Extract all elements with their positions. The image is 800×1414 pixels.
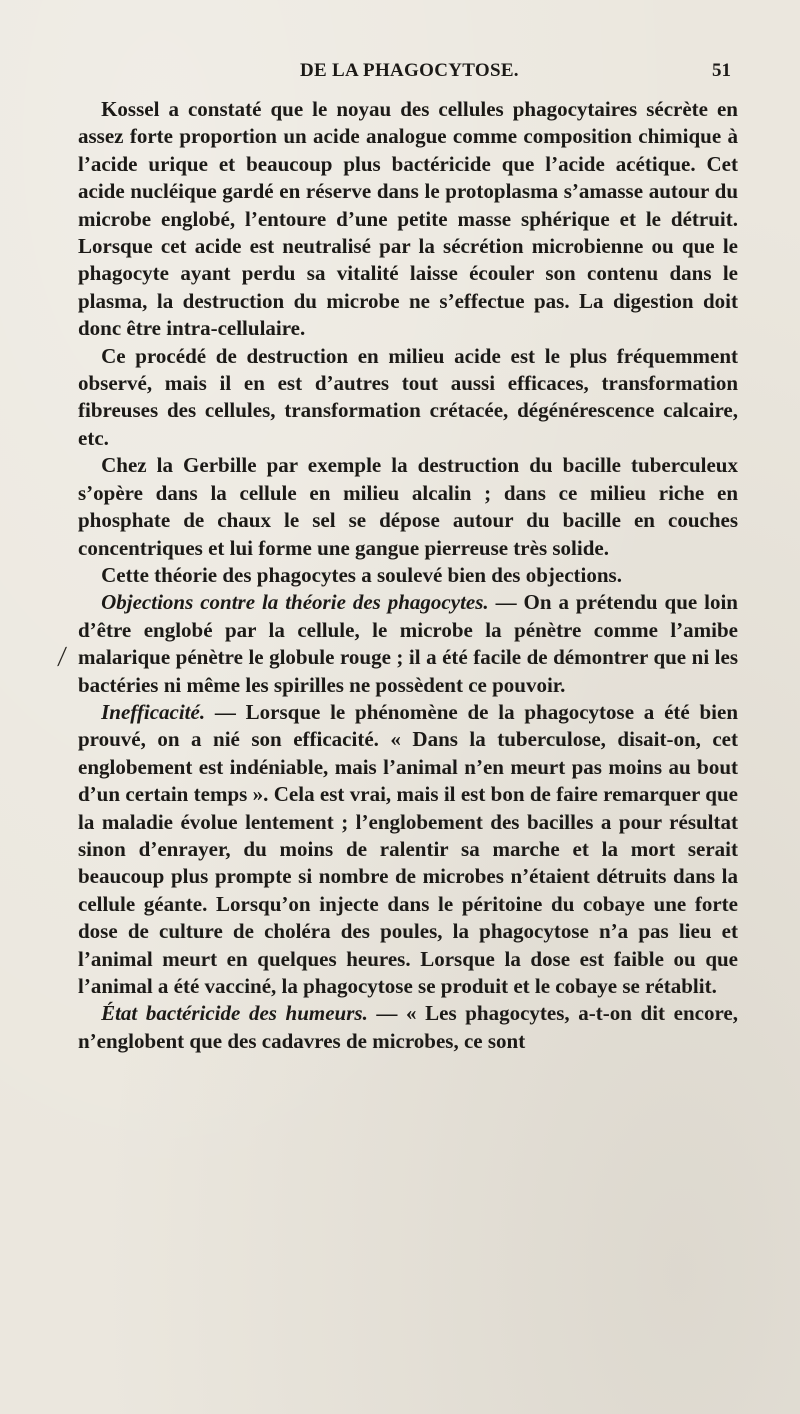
page-number: 51 bbox=[712, 60, 731, 81]
paragraph-text: — Lorsque le phénomène de la phagocytose a été bien prouvé, on a nié son efficacité. « Dans la tuberculose, disait-on, cet englobement est indéniable, mais l’animal n’en meurt pas moins au bout d’un certain temps ». Cela est vrai, mais il est bon de faire remarquer que la maladie évolue lentement ; l’englobement des bacilles a pour résultat sinon d’enrayer, du moins de ralentir sa marche et la mort serait beaucoup plus prompte si nombre de microbes n’étaient détruits dans la cellule géante. Lorsqu’on injecte dans le péritoine du cobaye une forte dose de culture de choléra des poules, la phagocytose n’a pas lieu et l’animal meurt en quelques heures. Lorsque la dose est faible ou que l’animal a été vacciné, la phagocytose se produit et le cobaye se rétablit. bbox=[78, 699, 738, 998]
paragraph bbox=[78, 1000, 738, 1055]
paragraph bbox=[78, 452, 738, 562]
paragraph-text: Cette théorie des phagocytes a soulevé bien des objections. bbox=[101, 562, 622, 587]
section-lead: État bactéricide des humeurs. bbox=[101, 1001, 368, 1026]
paragraph-text: Ce procédé de destruction en milieu acide est le plus fréquemment observé, mais il en est d’autres tout aussi efficaces, transformation fibreuses des cellules, transformation crétacée, dégénérescence calcaire, etc. bbox=[78, 343, 738, 450]
paragraph bbox=[78, 589, 738, 699]
running-title: DE LA PHAGOCYTOSE. bbox=[300, 60, 519, 81]
margin-annotation-mark: ⁄ bbox=[56, 641, 68, 672]
paragraph bbox=[78, 96, 738, 343]
paragraph-text: — On a prétendu que loin d’être englobé par la cellule, le microbe la pénètre comme l’amibe malarique pénètre le globule rouge ; il a été facile de démontrer que ni les bactéries ni même les spirilles ne possèdent ce pouvoir. bbox=[78, 590, 738, 697]
paragraph-text: Kossel a constaté que le noyau des cellules phagocytaires sécrète en assez forte proportion un acide analogue comme composition chimique à l’acide urique et beaucoup plus bactéricide que l’acide acétique. Cet acide nucléique gardé en réserve dans le protoplasma s’amasse autour du microbe englobé, l’entoure d’une petite masse sphérique et le détruit. Lorsque cet acide est neutralisé par la sécrétion microbienne ou que le phagocyte ayant perdu sa vitalité laisse écouler son contenu dans le plasma, la destruction du microbe ne s’effectue pas. La digestion doit donc être intra-cellulaire. bbox=[78, 97, 738, 341]
paragraph-text: Chez la Gerbille par exemple la destruction du bacille tuberculeux s’opère dans la cellule en milieu alcalin ; dans ce milieu riche en phosphate de chaux le sel se dépose autour du bacille en couches concentriques et lui forme une gangue pierreuse très solide. bbox=[78, 453, 738, 560]
paragraph bbox=[78, 343, 738, 453]
paragraph-text: — « Les phagocytes, a-t-on dit encore, n’englobent que des cadavres de microbes, ce sont bbox=[78, 1001, 738, 1053]
paragraph bbox=[78, 562, 738, 589]
section-lead: Inefficacité. bbox=[101, 699, 206, 724]
paragraph bbox=[78, 699, 738, 1000]
section-lead: Objections contre la théorie des phagocytes. bbox=[101, 590, 489, 615]
body-text bbox=[78, 96, 738, 1055]
